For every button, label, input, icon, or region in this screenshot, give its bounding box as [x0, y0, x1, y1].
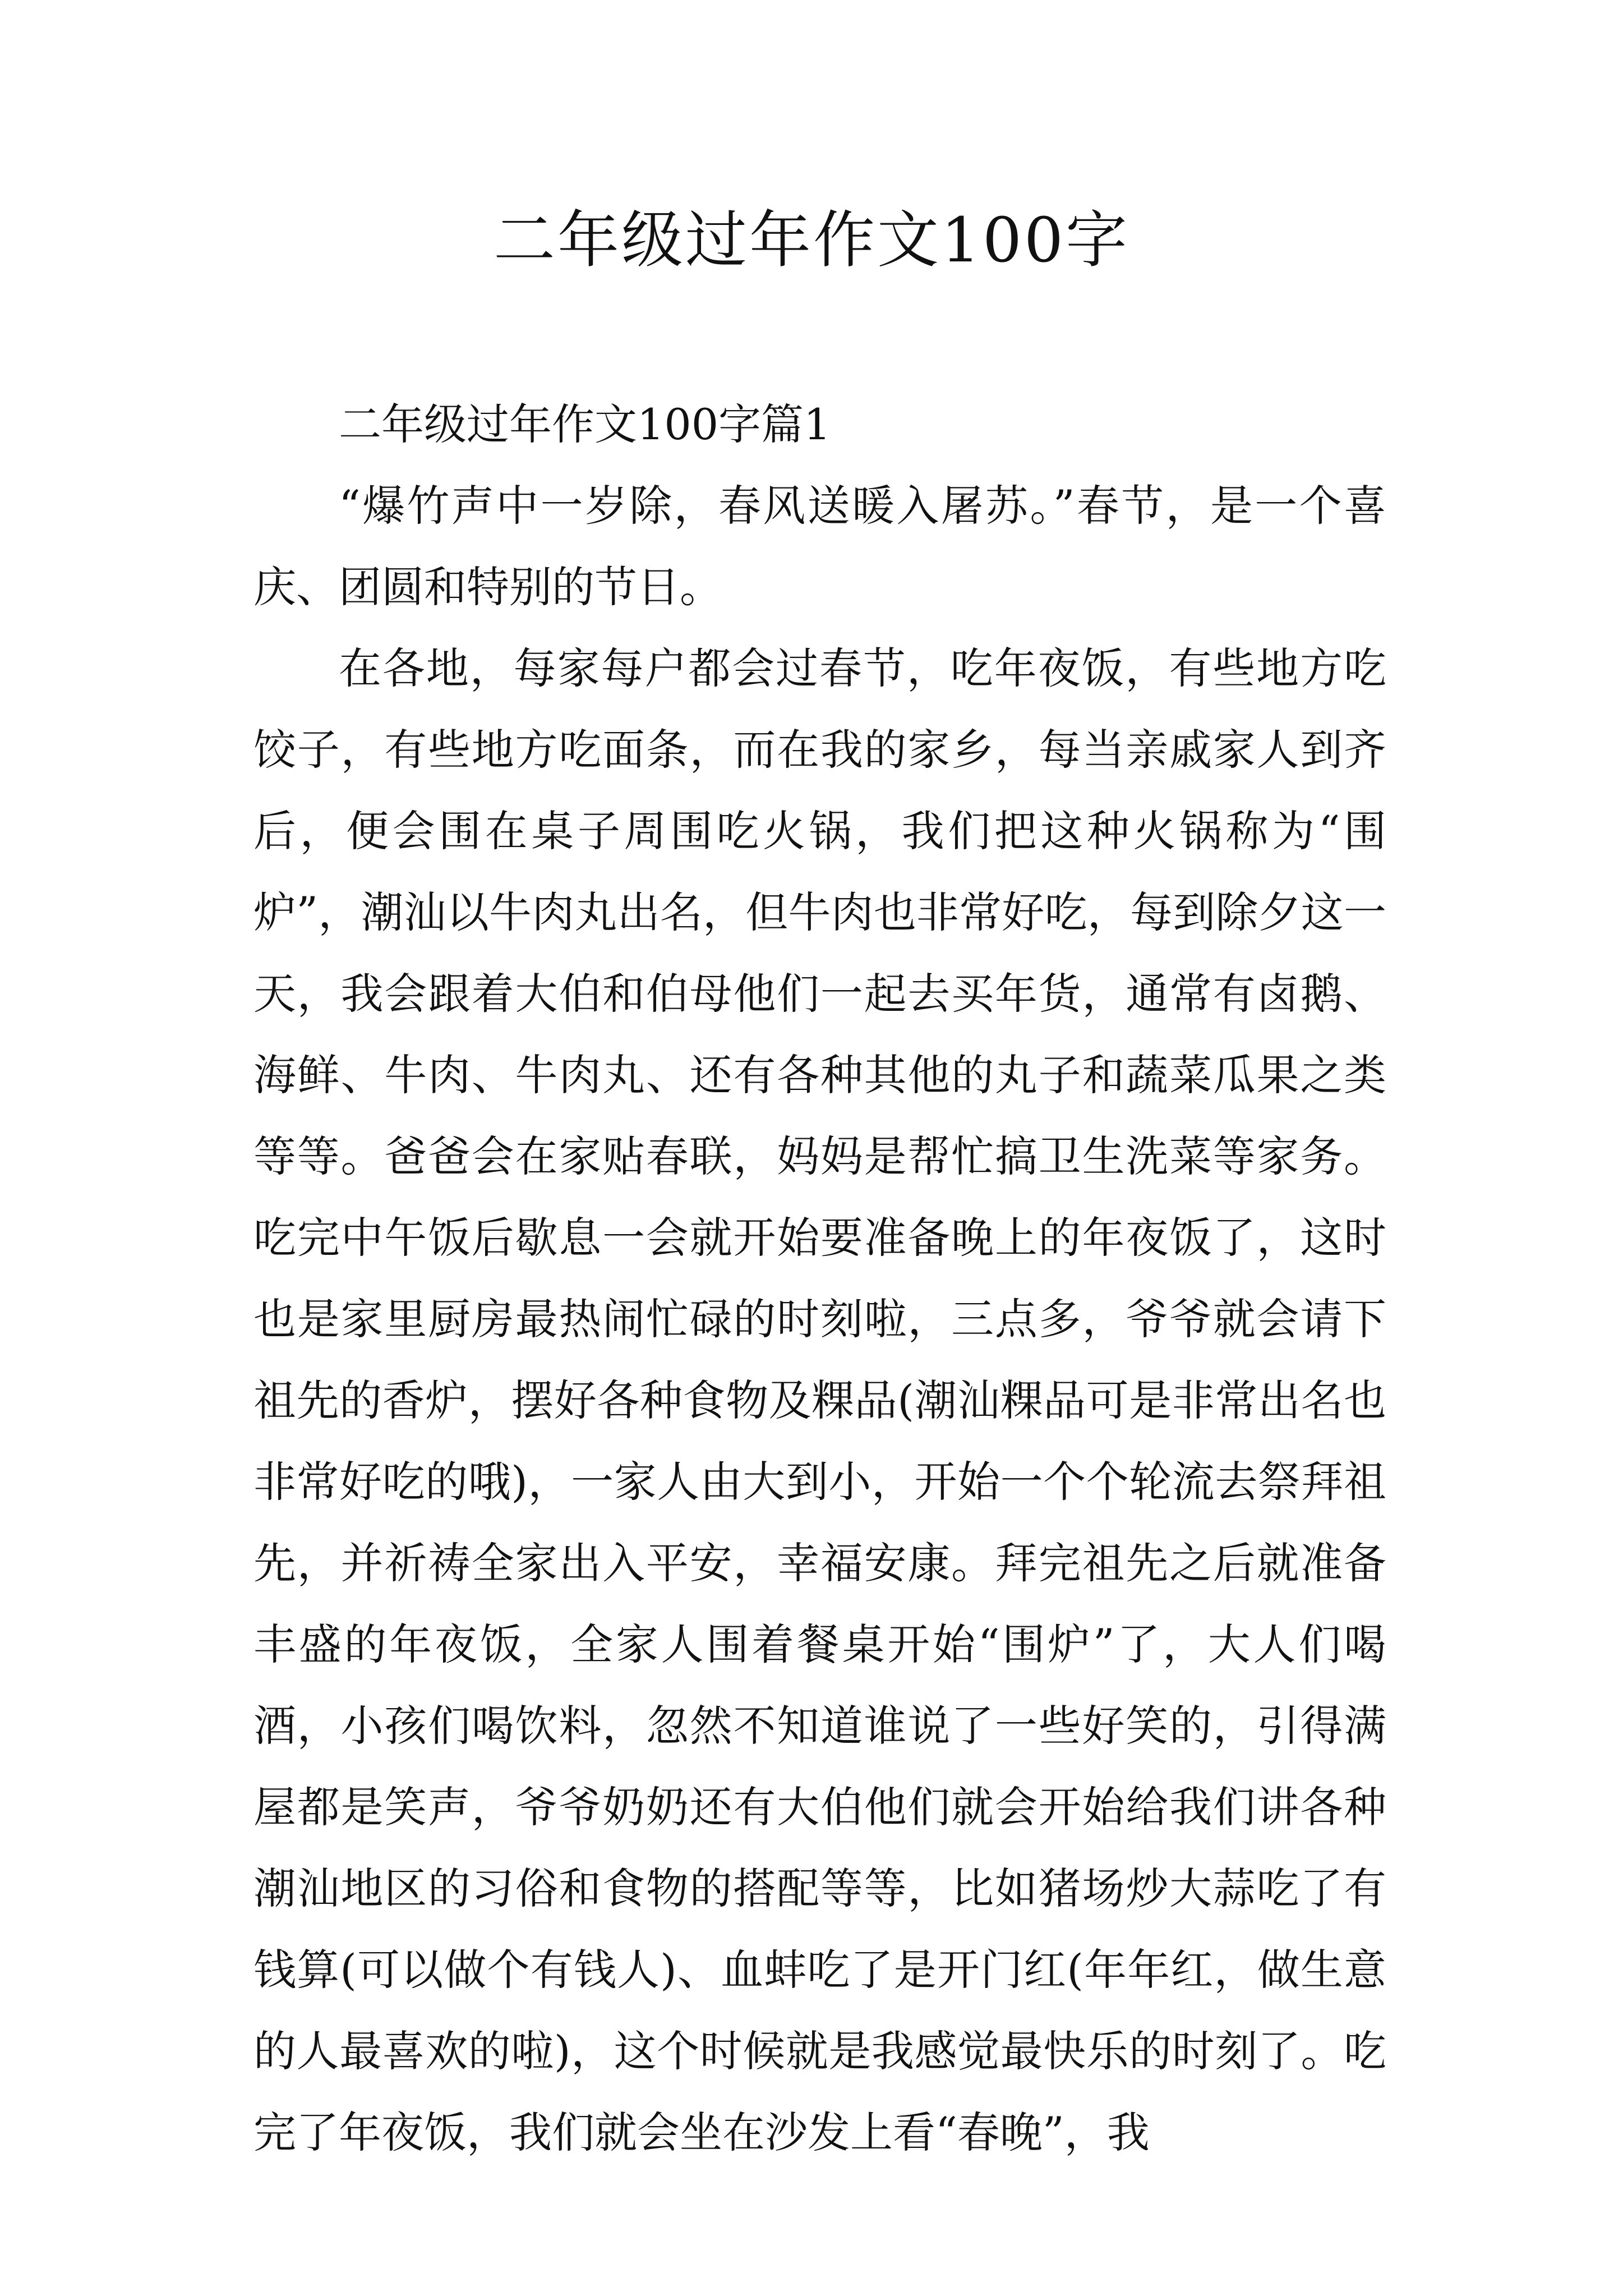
document-title: 二年级过年作文100字: [494, 204, 1129, 276]
document-body: [253, 384, 1386, 2173]
section-heading: 二年级过年作文100字篇1: [339, 399, 831, 449]
paragraph-2: 在各地，每家每户都会过春节，吃年夜饭，有些地方吃饺子，有些地方吃面条，而在我的家乡，每当亲戚家人到齐后，便会围在桌子周围吃火锅，我们把这种火锅称为“围炉”，潮汕以牛肉丸出名，但牛肉也非常好吃，每到除夕这一天，我会跟着大伯和伯母他们一起去买年货，通常有卤鹅、海鲜、牛肉、牛肉丸、还有各种其他的丸子和蔬菜瓜果之类等等。爸爸会在家贴春联，妈妈是帮忙搞卫生洗菜等家务。吃完中午饭后歇息一会就开始要准备晚上的年夜饭了，这时也是家里厨房最热闹忙碌的时刻啦，三点多，爷爷就会请下祖先的香炉，摆好各种食物及粿品(潮汕粿品可是非常出名也非常好吃的哦)，一家人由大到小，开始一个个轮流去祭拜祖先，并祈祷全家出入平安，幸福安康。拜完祖先之后就准备丰盛的年夜饭，全家人围着餐桌开始“围炉”了，大人们喝酒，小孩们喝饮料，忽然不知道谁说了一些好笑的，引得满屋都是笑声，爷爷奶奶还有大伯他们就会开始给我们讲各种潮汕地区的习俗和食物的搭配等等，比如猪场炒大蒜吃了有钱算(可以做个有钱人)、血蚌吃了是开门红(年年红，做生意的人最喜欢的啦)，这个时候就是我感觉最快乐的时刻了。吃完了年夜饭，我们就会坐在沙发上看“春晚”，我: [253, 643, 1386, 2157]
paragraph-1: “爆竹声中一岁除，春风送暖入屠苏。”春节，是一个喜庆、团圆和特别的节日。: [253, 481, 1386, 612]
